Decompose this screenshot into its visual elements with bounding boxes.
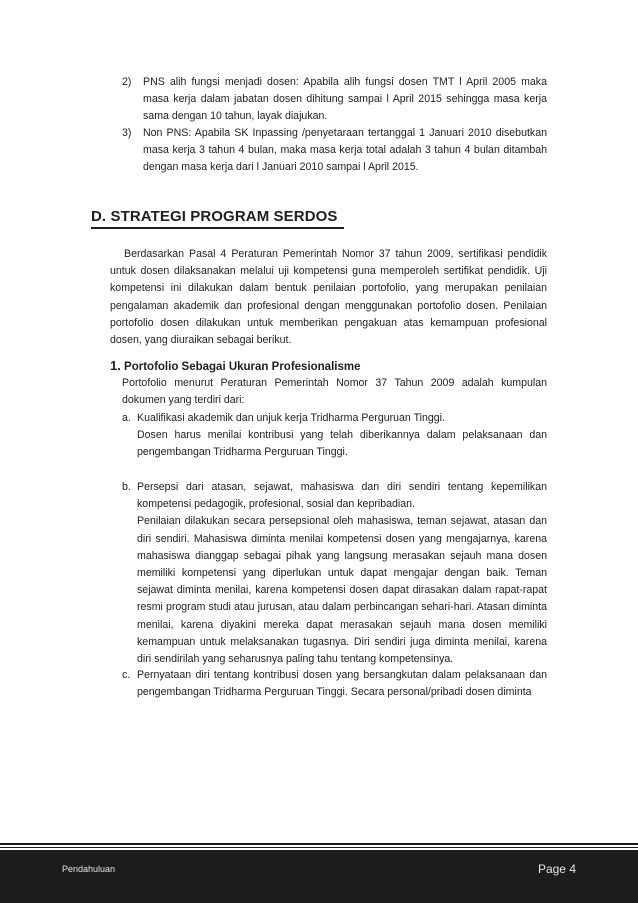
list-text: Non PNS: Apabila SK Inpassing /penyetaraan tertanggal 1 Januari 2010 disebutkan masa kerja 3 tahun 4 bulan, maka masa kerja total adalah 3 tahun 4 bulan ditambah dengan masa kerja dari l Januari 2010 sampai l April 2015.: [143, 127, 547, 174]
subsection-intro: Portofolio menurut Peraturan Pemerintah Nomor 37 Tahun 2009 adalah kumpulan dokumen yang terdiri dari:: [122, 377, 547, 407]
item-body: [137, 667, 547, 701]
subsection-number: 1.: [110, 358, 121, 373]
list-number: 3): [122, 127, 132, 139]
item-title: Kualifikasi akademik dan unjuk kerja Tridharma Perguruan Tinggi.: [137, 412, 445, 424]
item-title: Pernyataan diri tentang kontribusi dosen yang bersangkutan dalam pelaksanaan dan pengembangan Tridharma Perguruan Tinggi. Secara personal/pribadi dosen diminta: [137, 669, 547, 699]
subsection-heading: [110, 358, 361, 373]
item-body: [137, 410, 547, 462]
item-body: [137, 479, 547, 668]
item-letter: b.: [122, 481, 131, 493]
item-desc: Dosen harus menilai kontribusi yang telah diberikannya dalam pelaksanaan dan pengembangan Tridharma Perguruan Tinggi.: [137, 429, 547, 459]
page-number: Page 4: [537, 862, 576, 876]
list-text: PNS alih fungsi menjadi dosen: Apabila alih fungsi dosen TMT l April 2005 maka masa kerja dalam jabatan dosen dihitung sampai l April 2015 sehingga masa kerja sama dengan 10 tahun, layak diajukan.: [143, 76, 547, 123]
section-intro: [110, 246, 547, 349]
item-desc: Penilaian dilakukan secara persepsional oleh mahasiswa, teman sejawat, atasan dan diri sendiri. Mahasiswa diminta menilai kompetensi dosen yang mengajarnya, karena mahasiswa dianggap sebagai pihak yang langsung merasakan sejauh mana dosen memiliki kompetensi yang diperlukan untuk dapat mengajar dengan baik. Teman sejawat diminta menilai, karena kompetensi dosen dapat dirasakan dalam rapat-rapat resmi program studi atau jurusan, atau dalam perbincangan sehari-hari. Atasan diminta menilai, karena diyakini mereka dapat merasakan sejauh mana dosen memiliki kemampuan untuk melaksanakan tugasnya. Diri sendiri juga diminta menilai, karena diri sendirilah yang seharusnya paling tahu tentang kompetensinya.: [137, 515, 547, 666]
subsection-title: Portofolio Sebagai Ukuran Profesionalisme: [124, 361, 361, 373]
intro-paragraph: Berdasarkan Pasal 4 Peraturan Pemerintah Nomor 37 tahun 2009, sertifikasi pendidik untuk dosen dilaksanakan melalui uji kompetensi guna memperoleh sertifikat pendidik. Uji kompetensi ini dilakukan dalam bentuk penilaian portofolio, yang merupakan penilaian pengalaman akademik dan profesional dengan menggunakan portofolio dosen. Penilaian portofolio dosen dilakukan untuk memberikan pengakuan atas kemampuan profesional dosen, yang diuraikan sebagai berikut.: [110, 248, 547, 347]
footer-divider: [0, 843, 638, 845]
item-letter: a.: [122, 412, 131, 424]
item-letter: c.: [122, 669, 131, 681]
footer-bar: [0, 850, 638, 903]
section-heading: D. STRATEGI PROGRAM SERDOS: [91, 208, 344, 229]
footer-divider-thin: [0, 847, 638, 848]
footer-chapter-label: Pendahuluan: [62, 864, 116, 874]
item-title: Persepsi dari atasan, sejawat, mahasiswa dan diri sendiri tentang kepemilikan kompetensi pedagogik, profesional, sosial dan kepribadian.: [137, 481, 547, 511]
list-number: 2): [122, 76, 132, 88]
